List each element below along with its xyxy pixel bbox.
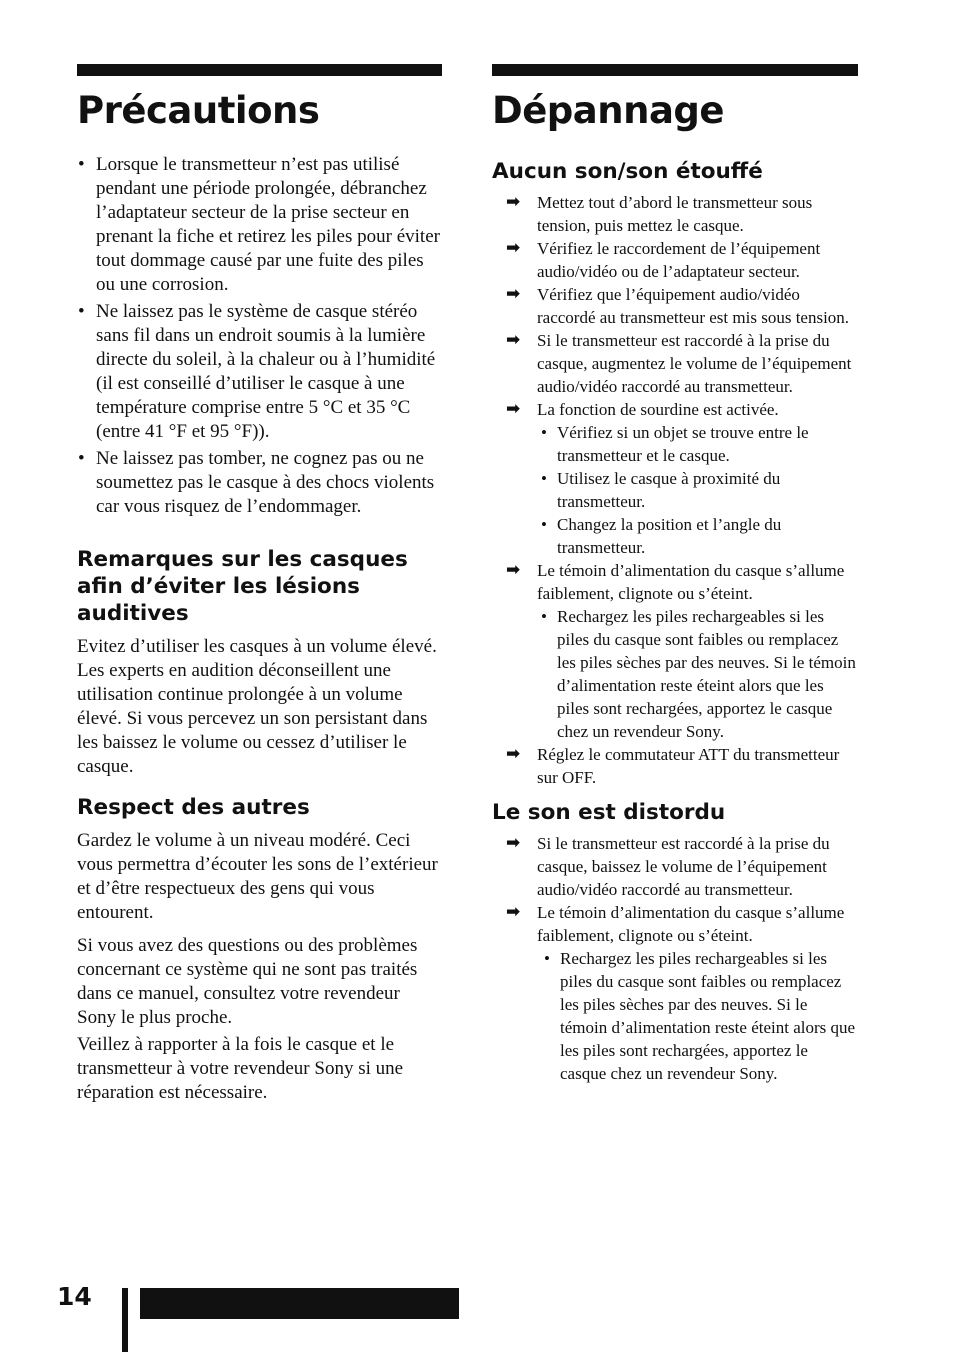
remarques-heading: Remarques sur les casques afin d’éviter les lésions auditives bbox=[77, 546, 408, 626]
check-item: ➡ Réglez le commutateur ATT du transmetteur sur OFF. bbox=[506, 743, 840, 787]
aucun-son-list bbox=[492, 191, 858, 789]
precaution-item: • Ne laissez pas le système de casque stéréo sans fil dans un endroit soumis à la lumière directe du soleil, à la chaleur ou à l’humidité (il est conseillé d’utiliser le casque à une température comprise entre 5 °C et 35 °C (entre 41 °F et 95 °F)). bbox=[77, 300, 442, 444]
precautions-title: Précautions bbox=[77, 89, 320, 132]
son-distordu-heading: Le son est distordu bbox=[492, 799, 726, 825]
arrow-right-icon: ➡ bbox=[506, 237, 521, 258]
precautions-list bbox=[77, 153, 442, 519]
aucun-son-heading: Aucun son/son étouffé bbox=[492, 158, 763, 184]
arrow-right-icon: ➡ bbox=[506, 398, 521, 419]
depannage-title: Dépannage bbox=[492, 89, 724, 132]
check-item: ➡ Le témoin d’alimentation du casque s’allume faiblement, clignote ou s’éteint. • Rechargez les piles rechargeables si les piles du casque sont faibles ou remplacez les piles sèches par des neuves. Si le témoin d’alimentation reste éteint alors que les piles sont rechargées, apportez le casque chez un revendeur Sony. bbox=[492, 559, 858, 743]
precaution-item: • Ne laissez pas tomber, ne cognez pas ou ne soumettez pas le casque à des chocs violents car vous risquez de l’endommager. bbox=[77, 447, 442, 519]
arrow-right-icon: ➡ bbox=[506, 743, 521, 764]
sub-item: • Rechargez les piles rechargeables si les piles du casque sont faibles ou remplacez les piles sèches par des neuves. Si le témoin d’alimentation reste éteint alors que les piles sont rechargées, apportez le casque chez un revendeur Sony. bbox=[540, 947, 858, 1085]
remarques-body: Evitez d’utiliser les casques à un volume élevé. Les experts en audition déconseillent une utilisation continue prolongée à un volume élevé. Si vous percevez un son persistant dans les baissez le volume ou cessez d’utiliser le casque. bbox=[77, 635, 437, 777]
arrow-right-icon: ➡ bbox=[506, 832, 521, 853]
sub-list bbox=[537, 605, 858, 743]
precaution-item: • Lorsque le transmetteur n’est pas utilisé pendant une période prolongée, débranchez l’adaptateur secteur de la prise secteur en prenant la fiche et retirez les piles pour éviter tout dommage causé par une fuite des piles ou une corrosion. bbox=[77, 153, 442, 297]
footer-bar bbox=[140, 1288, 459, 1319]
sub-list bbox=[537, 421, 858, 559]
check-item: ➡ Vérifiez le raccordement de l’équipement audio/vidéo ou de l’adaptateur secteur. bbox=[506, 237, 821, 281]
check-item: ➡ Vérifiez que l’équipement audio/vidéo raccordé au transmetteur est mis sous tension. bbox=[506, 283, 850, 327]
arrow-right-icon: ➡ bbox=[506, 329, 521, 350]
questions-paragraph: Si vous avez des questions ou des problèmes concernant ce système qui ne sont pas traités dans ce manuel, consultez votre revendeur Sony le plus proche. bbox=[77, 934, 418, 1028]
check-item: ➡ Mettez tout d’abord le transmetteur sous tension, puis mettez le casque. bbox=[506, 191, 813, 235]
footer-vertical-bar bbox=[122, 1288, 128, 1352]
sub-item: • Changez la position et l’angle du transmetteur. bbox=[537, 513, 858, 559]
depannage-column bbox=[492, 64, 858, 1085]
arrow-right-icon: ➡ bbox=[506, 559, 521, 580]
son-distordu-list bbox=[492, 832, 858, 1085]
check-item: ➡ Si le transmetteur est raccordé à la prise du casque, augmentez le volume de l’équipement audio/vidéo raccordé au transmetteur. bbox=[506, 329, 852, 396]
check-item: ➡ La fonction de sourdine est activée. • Vérifiez si un objet se trouve entre le transmetteur et le casque. • Utilisez le casque à proximité du transmetteur. • Changez la position et l’angle du transmetteur. bbox=[492, 398, 858, 559]
sub-item: • Utilisez le casque à proximité du transmetteur. bbox=[537, 467, 858, 513]
check-item: ➡ Le témoin d’alimentation du casque s’allume faiblement, clignote ou s’éteint. • Rechargez les piles rechargeables si les piles du casque sont faibles ou remplacez les piles sèches par des neuves. Si le témoin d’alimentation reste éteint alors que les piles sont rechargées, apportez le casque chez un revendeur Sony. bbox=[492, 901, 858, 1085]
sub-item: • Vérifiez si un objet se trouve entre le transmetteur et le casque. bbox=[537, 421, 858, 467]
sub-item: • Rechargez les piles rechargeables si les piles du casque sont faibles ou remplacez les piles sèches par des neuves. Si le témoin d’alimentation reste éteint alors que les piles sont rechargées, apportez le casque chez un revendeur Sony. bbox=[537, 605, 858, 743]
arrow-right-icon: ➡ bbox=[506, 283, 521, 304]
respect-paragraph: Gardez le volume à un niveau modéré. Ceci vous permettra d’écouter les sons de l’extérieur et d’être respectueux des gens qui vous entourent. bbox=[77, 829, 438, 923]
precautions-column bbox=[77, 64, 442, 1105]
sub-list bbox=[537, 947, 858, 1085]
respect-heading: Respect des autres bbox=[77, 794, 310, 820]
repair-paragraph: Veillez à rapporter à la fois le casque et le transmetteur à votre revendeur Sony si une réparation est nécessaire. bbox=[77, 1033, 404, 1103]
page-number: 14 bbox=[57, 1282, 92, 1311]
arrow-right-icon: ➡ bbox=[506, 191, 521, 212]
section-rule bbox=[77, 64, 442, 76]
check-item: ➡ Si le transmetteur est raccordé à la prise du casque, baissez le volume de l’équipement audio/vidéo raccordé au transmetteur. bbox=[506, 832, 830, 899]
arrow-right-icon: ➡ bbox=[506, 901, 521, 922]
section-rule bbox=[492, 64, 858, 76]
